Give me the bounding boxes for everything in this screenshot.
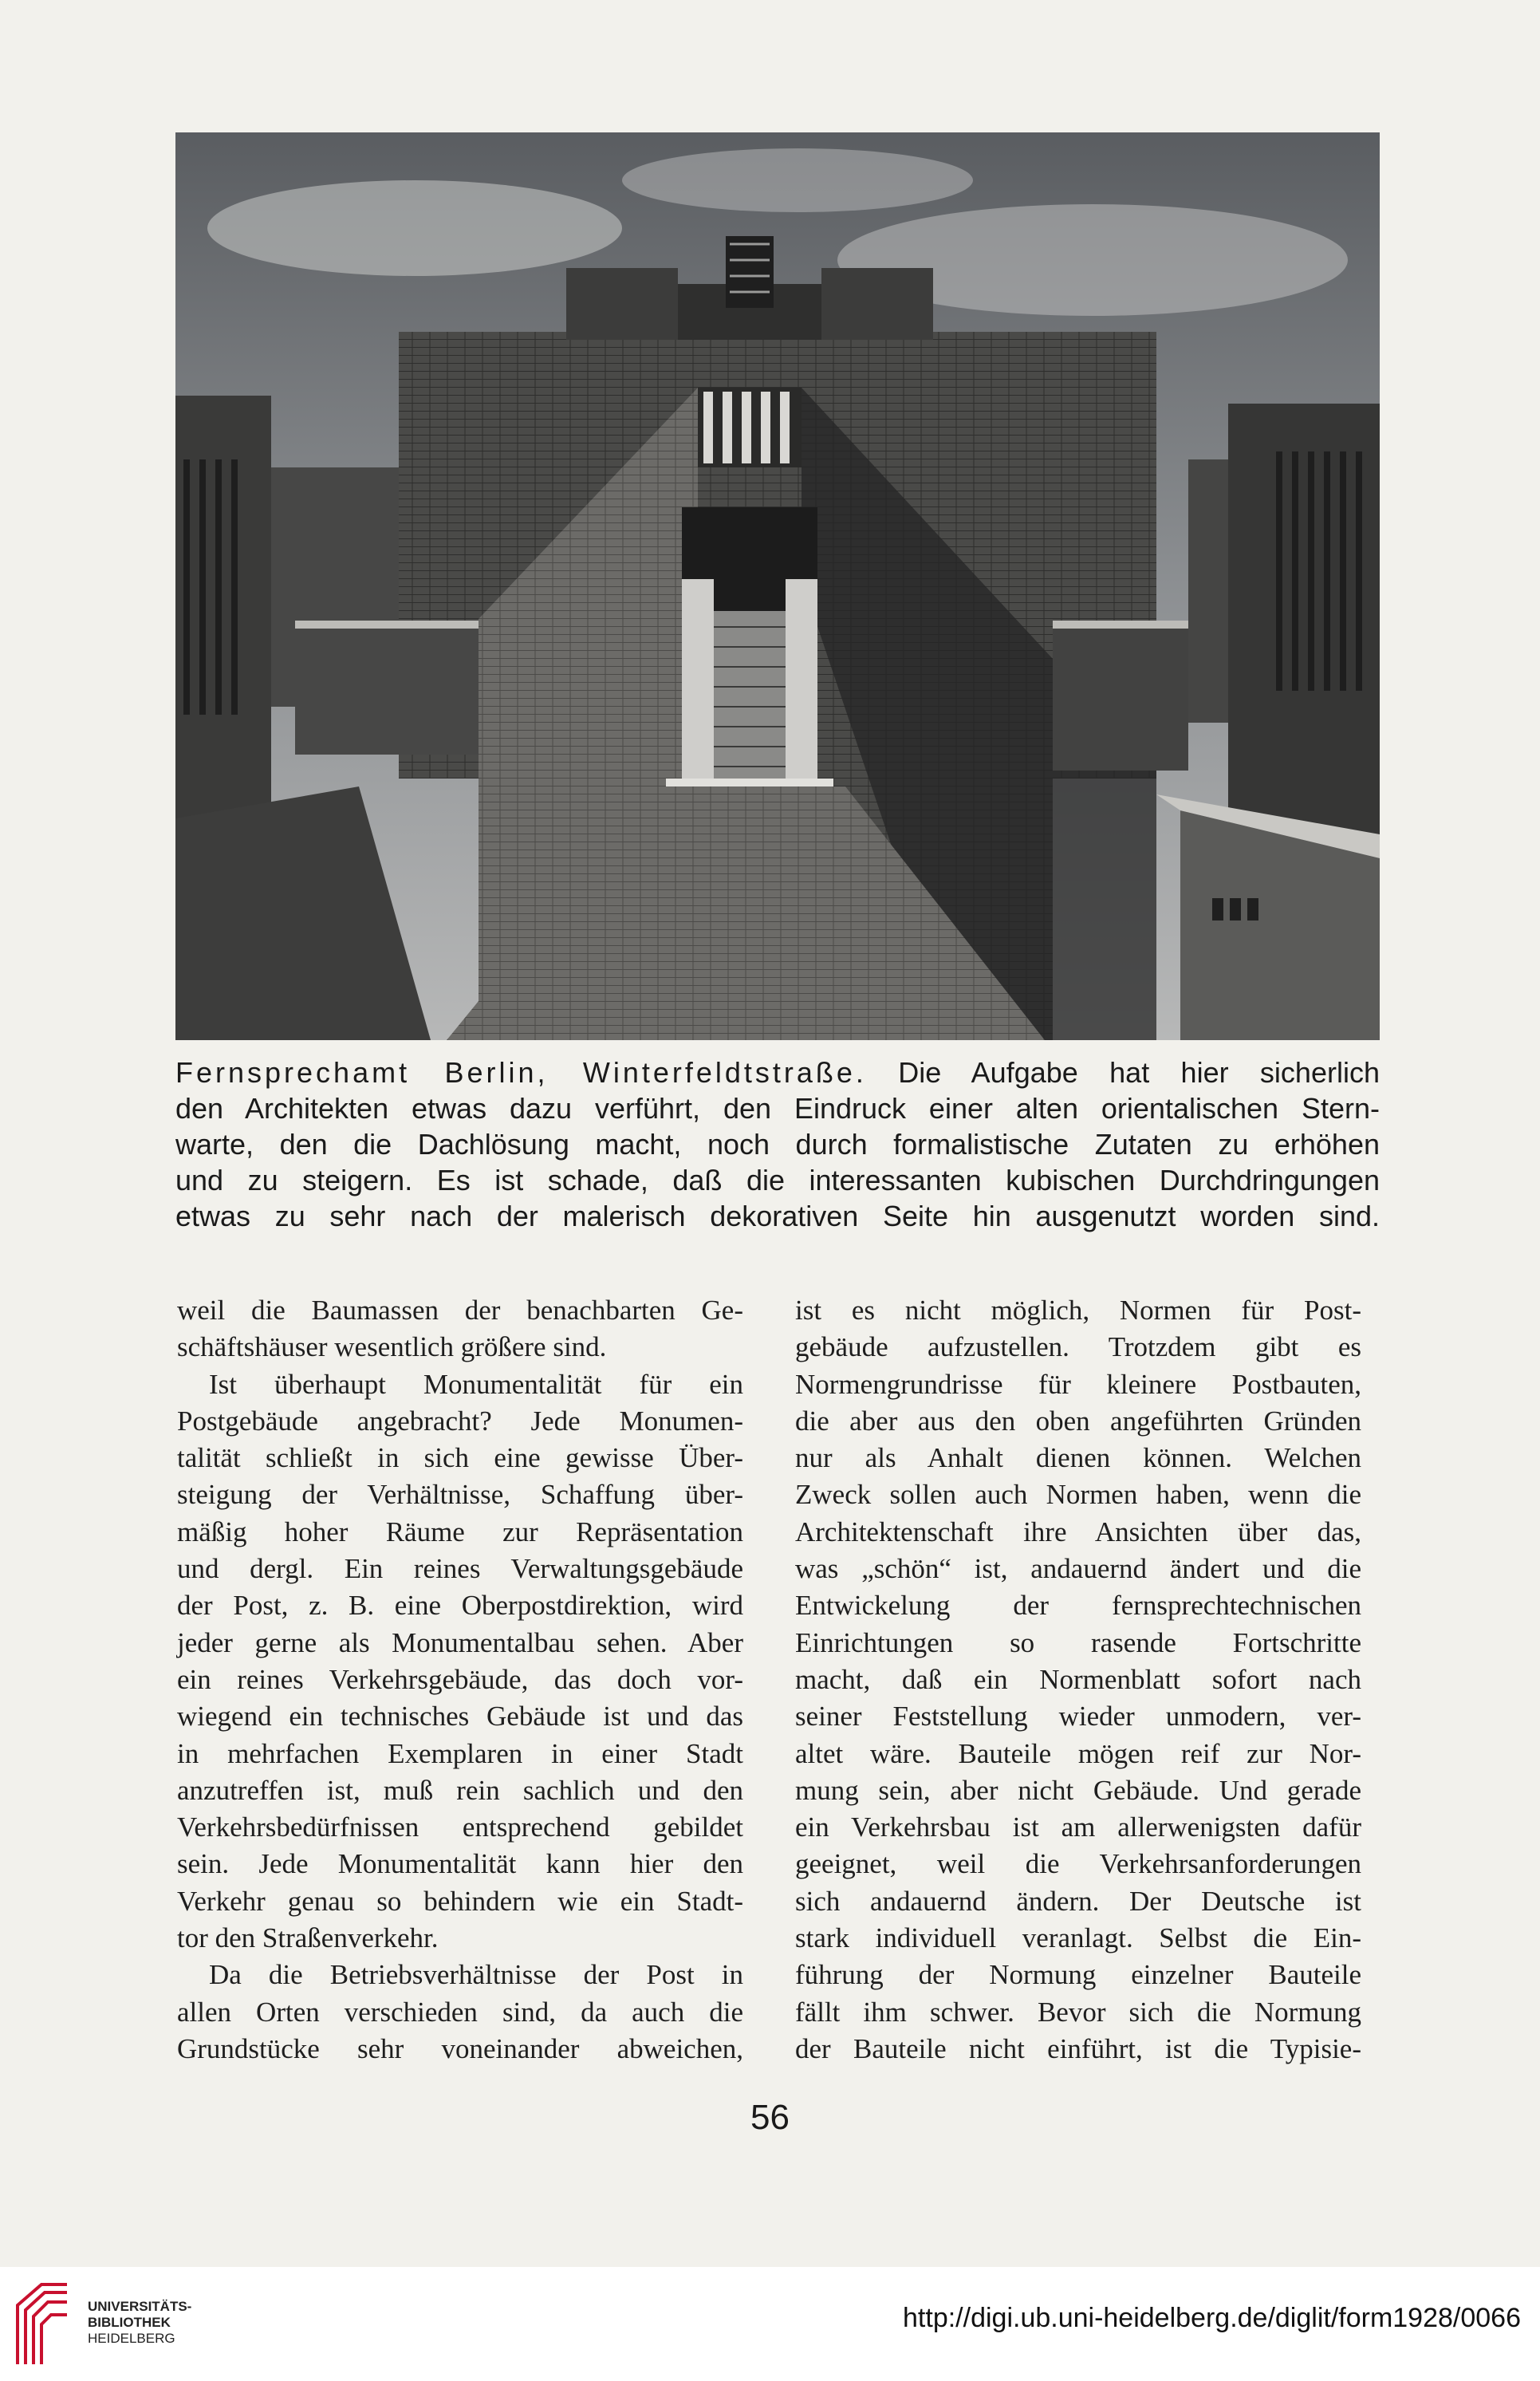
text-line: Postgebäude angebracht? Jede Monumen- bbox=[177, 1405, 743, 1437]
text-line: weil die Baumassen der benachbarten Ge- bbox=[177, 1295, 743, 1326]
caption-line: etwas zu sehr nach der malerisch dekorativen Seite hin ausgenutzt worden sind. bbox=[175, 1200, 1380, 1232]
text-line: was „schön“ ist, andauernd ändert und die bbox=[795, 1553, 1361, 1585]
library-name-line2: BIBLIOTHEK bbox=[88, 2315, 171, 2330]
text-line: ein reines Verkehrsgebäude, das doch vor- bbox=[177, 1663, 743, 1695]
text-line: der Post, z. B. eine Oberpostdirektion, wird bbox=[177, 1590, 743, 1622]
text-line: Ist überhaupt Monumentalität für ein bbox=[209, 1368, 743, 1400]
text-line: jeder gerne als Monumentalbau sehen. Aber bbox=[177, 1626, 743, 1658]
library-name[interactable] bbox=[88, 2299, 191, 2347]
library-logo-icon[interactable] bbox=[14, 2281, 72, 2367]
text-line: führung der Normung einzelner Bauteile bbox=[795, 1959, 1361, 1991]
text-line: stark individuell veranlagt. Selbst die Ein- bbox=[795, 1922, 1361, 1954]
text-line: sein. Jede Monumentalität kann hier den bbox=[177, 1848, 743, 1880]
page-number: 56 bbox=[750, 2098, 790, 2137]
text-line: in mehrfachen Exemplaren in einer Stadt bbox=[177, 1737, 743, 1769]
text-line: allen Orten verschieden sind, da auch die bbox=[177, 1996, 743, 2028]
caption-line: warte, den die Dachlösung macht, noch durch formalistische Zutaten zu erhöhen bbox=[175, 1128, 1380, 1161]
caption-line: Fernsprechamt Berlin, Winterfeldtstraße. Die Aufgabe hat hier sicherlich bbox=[175, 1056, 1380, 1089]
text-line: gebäude aufzustellen. Trotzdem gibt es bbox=[795, 1331, 1361, 1363]
text-line: Entwickelung der fernsprechtechnischen bbox=[795, 1590, 1361, 1622]
text-line: ist es nicht möglich, Normen für Post- bbox=[795, 1295, 1361, 1326]
text-line: mung sein, aber nicht Gebäude. Und gerade bbox=[795, 1774, 1361, 1806]
text-line: wiegend ein technisches Gebäude ist und das bbox=[177, 1701, 743, 1733]
text-line: die aber aus den oben angeführten Gründen bbox=[795, 1405, 1361, 1437]
text-line: Verkehrsbedürfnissen entsprechend gebildet bbox=[177, 1811, 743, 1843]
text-line: schäftshäuser wesentlich größere sind. bbox=[177, 1331, 607, 1363]
text-line: Einrichtungen so rasende Fortschritte bbox=[795, 1626, 1361, 1658]
caption-line: und zu steigern. Es ist schade, daß die interessanten kubischen Durchdringungen bbox=[175, 1164, 1380, 1196]
caption-line: den Architekten etwas dazu verführt, den Eindruck einer alten orientalischen Stern- bbox=[175, 1092, 1380, 1125]
library-name-line1: UNIVERSITÄTS- bbox=[88, 2299, 192, 2314]
text-line: Grundstücke sehr voneinander abweichen, bbox=[177, 2032, 743, 2064]
building-photo bbox=[175, 132, 1380, 1040]
text-column-right bbox=[795, 1292, 1361, 2068]
text-line: der Bauteile nicht einführt, ist die Typisie- bbox=[795, 2032, 1361, 2064]
text-line: nur als Anhalt dienen können. Welchen bbox=[795, 1442, 1361, 1474]
text-line: Architektenschaft ihre Ansichten über das, bbox=[795, 1516, 1361, 1547]
text-line: mäßig hoher Räume zur Repräsentation bbox=[177, 1516, 743, 1547]
text-line: altet wäre. Bauteile mögen reif zur Nor- bbox=[795, 1737, 1361, 1769]
text-line: ein Verkehrsbau ist am allerwenigsten dafür bbox=[795, 1811, 1361, 1843]
text-line: anzutreffen ist, muß rein sachlich und den bbox=[177, 1774, 743, 1806]
text-line: Da die Betriebsverhältnisse der Post in bbox=[209, 1959, 743, 1991]
photo-caption bbox=[175, 1054, 1380, 1234]
photo-icon bbox=[175, 132, 1380, 1040]
text-line: Verkehr genau so behindern wie ein Stadt- bbox=[177, 1885, 743, 1917]
text-line: geeignet, weil die Verkehrsanforderungen bbox=[795, 1848, 1361, 1880]
text-column-left bbox=[177, 1292, 743, 2068]
library-name-line3: HEIDELBERG bbox=[88, 2331, 175, 2346]
text-line: macht, daß ein Normenblatt sofort nach bbox=[795, 1663, 1361, 1695]
text-line: fällt ihm schwer. Bevor sich die Normung bbox=[795, 1996, 1361, 2028]
text-line: sich andauernd ändern. Der Deutsche ist bbox=[795, 1885, 1361, 1917]
text-line: Zweck sollen auch Normen haben, wenn die bbox=[795, 1479, 1361, 1511]
text-line: talität schließt in sich eine gewisse Über- bbox=[177, 1442, 743, 1474]
text-line: seiner Feststellung wieder unmodern, ver- bbox=[795, 1701, 1361, 1733]
text-line: steigung der Verhältnisse, Schaffung über- bbox=[177, 1479, 743, 1511]
text-line: tor den Straßenverkehr. bbox=[177, 1922, 439, 1954]
document-url-link[interactable]: http://digi.ub.uni-heidelberg.de/diglit/form1928/0066 bbox=[903, 2303, 1521, 2333]
footer-bar bbox=[0, 2267, 1540, 2381]
text-line: und dergl. Ein reines Verwaltungsgebäude bbox=[177, 1553, 743, 1585]
caption-title: Fernsprechamt Berlin, Winterfeldtstraße. bbox=[175, 1056, 867, 1089]
text-line: Normengrundrisse für kleinere Postbauten, bbox=[795, 1368, 1361, 1400]
